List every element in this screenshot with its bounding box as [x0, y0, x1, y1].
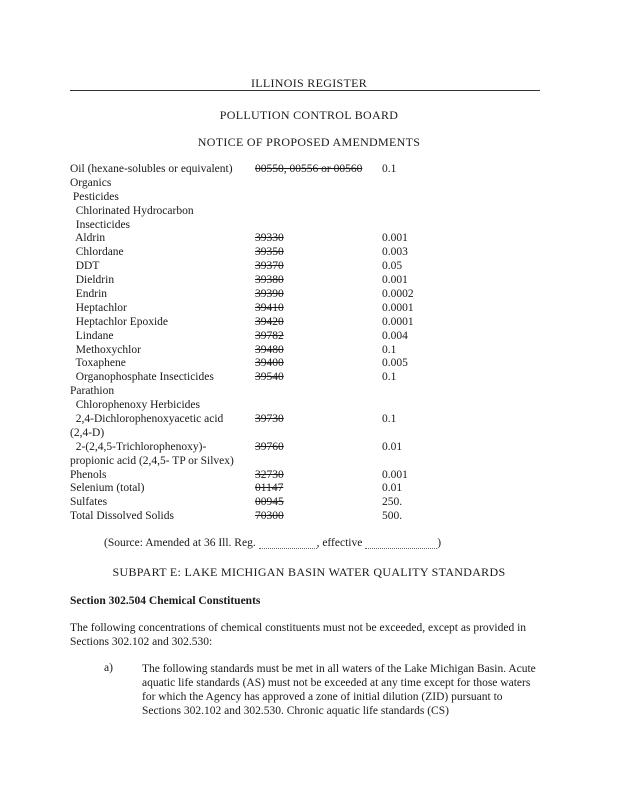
storet-code: 00550, 00556 or 00560 [255, 163, 363, 175]
storet-code: 39390 [255, 288, 284, 301]
notice-title: NOTICE OF PROPOSED AMENDMENTS [197, 135, 421, 149]
table-row [70, 455, 550, 469]
constituent-name: Chlorinated Hydrocarbon [70, 204, 194, 217]
source-note [104, 537, 441, 549]
constituent-name: Insecticides [70, 218, 131, 231]
constituent-name: Methoxychlor [70, 343, 141, 356]
table-row [70, 232, 550, 246]
constituent-name: Chlordane [70, 246, 124, 259]
chemical-constituents-table [70, 163, 550, 524]
constituent-name: Toxaphene [70, 357, 126, 370]
table-row [70, 371, 550, 385]
source-prefix: (Source: Amended at 36 Ill. Reg. [104, 537, 256, 549]
constituent-name: Organics [70, 176, 112, 189]
section-heading: Section 302.504 Chemical Constituents [70, 595, 261, 607]
register-title: ILLINOIS REGISTER [0, 76, 618, 91]
storet-code: 39782 [255, 329, 284, 342]
concentration-value: 0.05 [382, 260, 403, 273]
table-row [70, 385, 550, 399]
concentration-value: 0.0001 [382, 315, 414, 328]
constituent-name: propionic acid (2,4,5- TP or Silvex) [70, 454, 234, 467]
storet-code: 39730 [255, 413, 284, 426]
table-row [70, 427, 550, 441]
concentration-value: 0.1 [382, 163, 397, 175]
storet-code: 39370 [255, 260, 284, 273]
concentration-value: 0.01 [382, 482, 403, 495]
constituent-name: Parathion [70, 385, 115, 398]
concentration-value: 0.1 [382, 371, 397, 384]
table-row [70, 163, 550, 177]
constituent-name: Dieldrin [70, 274, 115, 287]
table-row [70, 496, 550, 510]
board-name: POLLUTION CONTROL BOARD [219, 108, 399, 122]
subpart-heading: SUBPART E: LAKE MICHIGAN BASIN WATER QUALITY STANDARDS [112, 565, 506, 579]
constituent-name: (2,4-D) [70, 426, 105, 439]
intro-paragraph: The following concentrations of chemical constituents must not be exceeded, except as provided in Sections 302.102 and 302.530: [70, 622, 527, 648]
table-row [70, 191, 550, 205]
table-row [70, 274, 550, 288]
concentration-value: 0.001 [382, 232, 408, 245]
constituent-name: Total Dissolved Solids [70, 510, 174, 523]
table-row [70, 205, 550, 219]
concentration-value: 0.0001 [382, 301, 414, 314]
concentration-value: 500. [382, 510, 403, 523]
constituent-name: Phenols [70, 468, 107, 481]
constituent-name: Lindane [70, 329, 114, 342]
table-row [70, 260, 550, 274]
table-row [70, 357, 550, 371]
concentration-value: 0.01 [382, 440, 403, 453]
storet-code: 70300 [255, 510, 284, 523]
table-row [70, 482, 550, 496]
table-row [70, 344, 550, 358]
item-a-text: The following standards must be met in all waters of the Lake Michigan Basin. Acute aquatic life standards (AS) must not be exceeded at any time except for those waters for which the Agency has approved a zone of initial dilution (ZID) pursuant to Sections 302.102 and 302.530. Chronic aquatic life standards (CS) [142, 663, 536, 717]
storet-code: 39480 [255, 343, 284, 356]
table-row [70, 399, 550, 413]
table-row [70, 177, 550, 191]
concentration-value: 0.001 [382, 274, 408, 287]
source-effective: , effective [316, 537, 363, 549]
table-row [70, 413, 550, 427]
source-suffix: ) [437, 537, 442, 549]
storet-code: 32730 [255, 468, 284, 481]
table-row [70, 246, 550, 260]
table-row [70, 441, 550, 455]
constituent-name: Sulfates [70, 496, 108, 509]
constituent-name: Aldrin [70, 232, 106, 245]
concentration-value: 0.0002 [382, 288, 414, 301]
table-row [70, 288, 550, 302]
constituent-name: Heptachlor [70, 301, 127, 314]
storet-code: 39330 [255, 232, 284, 245]
concentration-value: 0.001 [382, 468, 408, 481]
constituent-name: Pesticides [70, 190, 119, 203]
concentration-value: 0.005 [382, 357, 408, 370]
storet-code: 39760 [255, 440, 284, 453]
table-row [70, 469, 550, 483]
concentration-value: 0.1 [382, 343, 397, 356]
constituent-name: DDT [70, 260, 100, 273]
storet-code: 39400 [255, 357, 284, 370]
storet-code: 39410 [255, 301, 284, 314]
table-row [70, 302, 550, 316]
constituent-name: 2-(2,4,5-Trichlorophenoxy)- [70, 440, 207, 453]
table-row [70, 219, 550, 233]
constituent-name: Chlorophenoxy Herbicides [70, 399, 200, 412]
storet-code: 01147 [255, 482, 284, 495]
constituent-name: Endrin [70, 288, 108, 301]
concentration-value: 0.004 [382, 329, 408, 342]
storet-code: 39540 [255, 371, 284, 384]
constituent-name: Oil (hexane-solubles or equivalent) [70, 163, 233, 175]
table-row [70, 510, 550, 524]
table-row [70, 330, 550, 344]
item-a-label: a) [104, 662, 113, 674]
constituent-name: Heptachlor Epoxide [70, 315, 169, 328]
concentration-value: 0.003 [382, 246, 408, 259]
concentration-value: 0.1 [382, 413, 397, 426]
constituent-name: 2,4-Dichlorophenoxyacetic acid [70, 413, 224, 426]
constituent-name: Organophosphate Insecticides [70, 371, 214, 384]
storet-code: 39380 [255, 274, 284, 287]
table-row [70, 316, 550, 330]
storet-code: 39420 [255, 315, 284, 328]
storet-code: 00945 [255, 496, 284, 509]
constituent-name: Selenium (total) [70, 482, 145, 495]
concentration-value: 250. [382, 496, 403, 509]
storet-code: 39350 [255, 246, 284, 259]
